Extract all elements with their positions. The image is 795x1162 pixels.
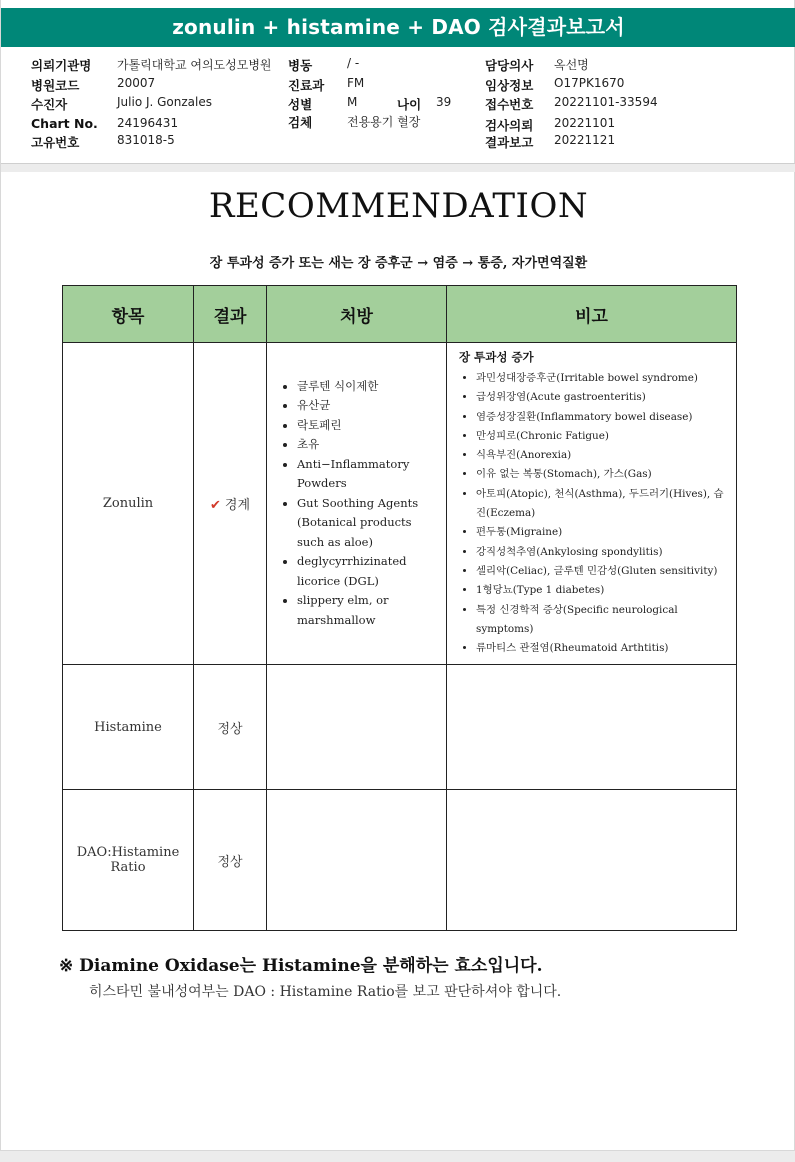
list-item: • 초유 xyxy=(297,435,440,455)
result-report-label: 결과보고 xyxy=(485,135,534,150)
unique-no-value: 831018-5 xyxy=(117,133,175,147)
hospital-label: 의뢰기관명 xyxy=(31,58,92,73)
age-label: 나이 xyxy=(397,97,422,112)
footer-note-dao: ※ Diamine Oxidase는 Histamine을 분해하는 효소입니다. xyxy=(59,956,543,976)
receipt-no-label: 접수번호 xyxy=(485,97,534,112)
result-dao-ratio: 정상 xyxy=(194,790,267,931)
age-value: 39 xyxy=(436,95,452,109)
list-item: • 1형당뇨(Type 1 diabetes) xyxy=(476,581,728,600)
ward-value: / - xyxy=(347,56,360,70)
test-request-value: 20221101 xyxy=(554,116,616,130)
note-zonulin xyxy=(447,343,737,665)
doctor-label: 담당의사 xyxy=(485,58,534,73)
table-header-row xyxy=(63,286,737,343)
department-value: FM xyxy=(347,76,365,90)
prescription-zonulin xyxy=(267,343,447,665)
hospital-code-value: 20007 xyxy=(117,76,156,90)
header-result: 결과 xyxy=(194,286,267,343)
department-label: 진료과 xyxy=(288,78,325,93)
hospital-code-label: 병원코드 xyxy=(31,78,80,93)
patient-label: 수진자 xyxy=(31,97,68,112)
list-item: • 락토페린 xyxy=(297,416,440,436)
receipt-no-value: 20221101-33594 xyxy=(554,95,658,109)
patient-info xyxy=(1,54,795,154)
unique-no-label: 고유번호 xyxy=(31,135,80,150)
check-icon: ✔ xyxy=(209,498,221,513)
note-dao-ratio xyxy=(447,790,737,931)
list-item: • 특정 신경학적 증상(Specific neurological symptoms) xyxy=(476,601,728,640)
footer-note-ratio: 히스타민 불내성여부는 DAO : Histamine Ratio를 보고 판단하셔야 합니다. xyxy=(89,984,562,1000)
list-item: • 식욕부진(Anorexia) xyxy=(476,446,728,465)
specimen-label: 검체 xyxy=(288,115,313,130)
recommendation-title: RECOMMENDATION xyxy=(208,186,589,226)
table-row xyxy=(63,790,737,931)
prescription-dao-ratio xyxy=(267,790,447,931)
result-zonulin xyxy=(194,343,267,665)
test-request-label: 검사의뢰 xyxy=(485,118,534,133)
section-divider xyxy=(1,163,795,172)
list-item: • deglycyrrhizinated licorice (DGL) xyxy=(297,552,440,591)
clinical-info-value: O17PK1670 xyxy=(554,76,625,90)
header-item: 항목 xyxy=(63,286,194,343)
list-item: • Anti−Inflammatory Powders xyxy=(297,455,440,494)
list-item: • 이유 없는 복통(Stomach), 가스(Gas) xyxy=(476,465,728,484)
list-item: • 류마티스 관절염(Rheumatoid Arthtitis) xyxy=(476,639,728,658)
recommendation-subtitle: 장 투과성 증가 또는 새는 장 증후군 → 염증 → 통증, 자가면역질환 xyxy=(209,256,588,271)
note-histamine xyxy=(447,665,737,790)
list-item: • 과민성대장증후군(Irritable bowel syndrome) xyxy=(476,369,728,388)
table-row xyxy=(63,665,737,790)
report-title: zonulin + histamine + DAO 검사결과보고서 xyxy=(1,8,795,47)
item-histamine: Histamine xyxy=(63,665,194,790)
list-item: • Gut Soothing Agents (Botanical products such as aloe) xyxy=(297,494,440,553)
list-item: • 아토피(Atopic), 천식(Asthma), 두드러기(Hives), 습진(Eczema) xyxy=(476,485,728,524)
header-prescription: 처방 xyxy=(267,286,447,343)
chart-no-label: Chart No. xyxy=(31,116,98,131)
list-item: • 만성피로(Chronic Fatigue) xyxy=(476,427,728,446)
list-item: • 유산균 xyxy=(297,396,440,416)
list-item: • slippery elm, or marshmallow xyxy=(297,591,440,630)
table-row xyxy=(63,343,737,665)
item-dao-ratio: DAO:Histamine Ratio xyxy=(63,790,194,931)
result-histamine: 정상 xyxy=(194,665,267,790)
recommendation-table xyxy=(62,285,737,931)
list-item: • 편두통(Migraine) xyxy=(476,523,728,542)
ward-label: 병동 xyxy=(288,58,313,73)
list-item: • 염증성장질환(Inflammatory bowel disease) xyxy=(476,408,728,427)
note-heading: 장 투과성 증가 xyxy=(459,350,534,364)
patient-value: Julio J. Gonzales xyxy=(117,95,213,109)
specimen-value: 전용용기 혈장 xyxy=(347,115,421,129)
header-note: 비고 xyxy=(447,286,737,343)
doctor-value: 옥선명 xyxy=(554,58,589,72)
prescription-histamine xyxy=(267,665,447,790)
item-zonulin: Zonulin xyxy=(63,343,194,665)
result-report-value: 20221121 xyxy=(554,133,616,147)
sex-label: 성별 xyxy=(288,97,313,112)
hospital-value: 가톨릭대학교 여의도성모병원 xyxy=(117,58,272,72)
result-zonulin-text: 경계 xyxy=(224,498,251,513)
list-item: • 급성위장염(Acute gastroenteritis) xyxy=(476,388,728,407)
sex-value: M xyxy=(347,95,358,109)
list-item: • 강직성척추염(Ankylosing spondylitis) xyxy=(476,543,728,562)
list-item: • 셀리악(Celiac), 글루텐 민감성(Gluten sensitivity) xyxy=(476,562,728,581)
chart-no-value: 24196431 xyxy=(117,116,179,130)
clinical-info-label: 임상정보 xyxy=(485,78,534,93)
list-item: • 글루텐 식이제한 xyxy=(297,377,440,397)
